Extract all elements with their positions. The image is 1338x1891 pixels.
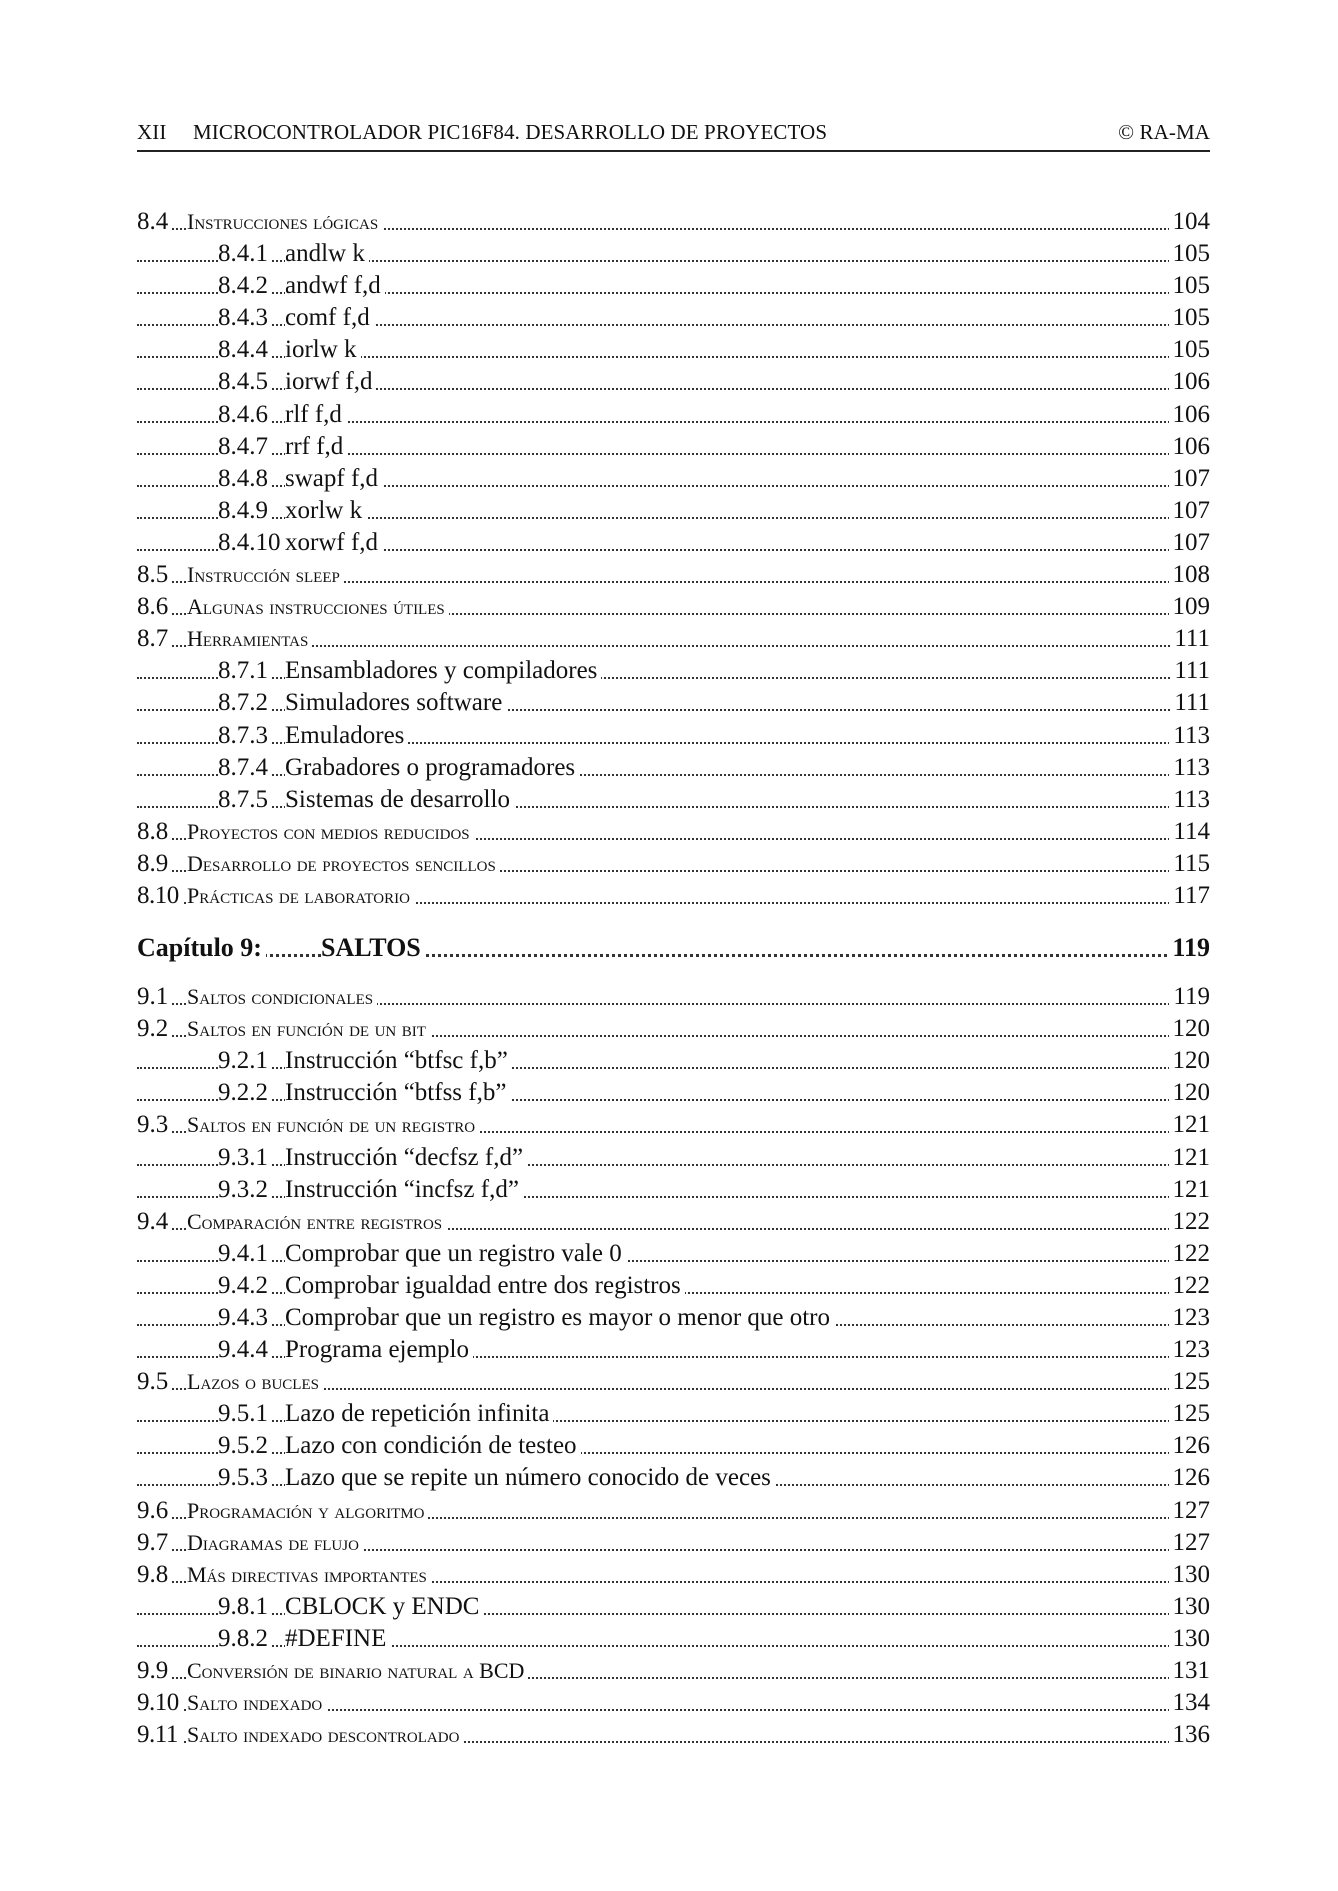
entry-title: Lazo que se repite un número conocido de veces <box>285 1462 775 1494</box>
entry-page: 105 <box>1169 302 1211 334</box>
entry-title: xorwf f,d <box>285 527 382 559</box>
entry-title: Ensambladores y compiladores <box>285 655 601 687</box>
entry-page: 134 <box>1169 1687 1211 1719</box>
entry-number: 9.10 <box>137 1687 183 1719</box>
toc-section-entry <box>137 206 1210 238</box>
entry-page: 119 <box>1169 981 1210 1013</box>
entry-page: 125 <box>1169 1398 1211 1430</box>
entry-page: 125 <box>1169 1366 1211 1398</box>
entry-number: 9.7 <box>137 1527 172 1559</box>
toc-group-chapter-9 <box>137 981 1210 1751</box>
entry-title: Desarrollo de proyectos sencillos <box>187 848 500 880</box>
entry-page: 107 <box>1169 495 1211 527</box>
entry-title: Comprobar igualdad entre dos registros <box>285 1270 685 1302</box>
entry-page: 126 <box>1169 1430 1211 1462</box>
toc-chapter-heading <box>137 932 1210 966</box>
entry-number: 8.7.2 <box>218 687 272 719</box>
toc-subsection-entry <box>137 463 1210 495</box>
entry-number: 9.4 <box>137 1206 172 1238</box>
toc-subsection-entry <box>137 1302 1210 1334</box>
entry-page: 123 <box>1169 1334 1211 1366</box>
entry-title: Instrucción “btfsc f,b” <box>285 1045 512 1077</box>
entry-number: 8.4.2 <box>218 270 272 302</box>
entry-title: iorwf f,d <box>285 366 376 398</box>
entry-number: 9.5.2 <box>218 1430 272 1462</box>
toc-subsection-entry <box>137 687 1210 719</box>
entry-number: 8.5 <box>137 559 172 591</box>
entry-title: Saltos en función de un registro <box>187 1109 479 1141</box>
entry-page: 120 <box>1169 1013 1211 1045</box>
entry-title: Lazos o bucles <box>187 1366 323 1398</box>
toc-group-chapter-8 <box>137 206 1210 912</box>
toc-section-entry <box>137 880 1210 912</box>
entry-page: 136 <box>1169 1719 1211 1751</box>
toc-section-entry <box>137 816 1210 848</box>
entry-title: rlf f,d <box>285 399 346 431</box>
entry-title: comf f,d <box>285 302 374 334</box>
toc-subsection-entry <box>137 527 1210 559</box>
toc-subsection-entry <box>137 655 1210 687</box>
entry-title: Diagramas de flujo <box>187 1527 363 1559</box>
toc-subsection-entry <box>137 1045 1210 1077</box>
entry-number: 8.7.4 <box>218 752 272 784</box>
entry-page: 105 <box>1169 270 1211 302</box>
entry-page: 106 <box>1169 399 1211 431</box>
entry-page: 131 <box>1169 1655 1211 1687</box>
toc-section-entry <box>137 1366 1210 1398</box>
toc-section-entry <box>137 1655 1210 1687</box>
entry-title: Instrucción “btfss f,b” <box>285 1077 510 1109</box>
chapter-label: Capítulo 9: <box>137 932 266 964</box>
entry-page: 127 <box>1169 1495 1211 1527</box>
toc-subsection-entry <box>137 1462 1210 1494</box>
entry-number: 8.6 <box>137 591 172 623</box>
entry-page: 121 <box>1169 1174 1211 1206</box>
toc-subsection-entry <box>137 1142 1210 1174</box>
toc-section-entry <box>137 559 1210 591</box>
entry-number: 9.5.3 <box>218 1462 272 1494</box>
toc-section-entry <box>137 1109 1210 1141</box>
entry-title: iorlw k <box>285 334 361 366</box>
entry-number: 8.7.5 <box>218 784 272 816</box>
toc-subsection-entry <box>137 270 1210 302</box>
entry-page: 122 <box>1169 1238 1211 1270</box>
toc-subsection-entry <box>137 399 1210 431</box>
entry-number: 9.2.2 <box>218 1077 272 1109</box>
entry-title: rrf f,d <box>285 431 347 463</box>
entry-title: Algunas instrucciones útiles <box>187 591 449 623</box>
entry-number: 9.9 <box>137 1655 172 1687</box>
toc-section-entry <box>137 591 1210 623</box>
entry-title: Salto indexado <box>187 1687 326 1719</box>
entry-number: 9.8 <box>137 1559 172 1591</box>
entry-title: Instrucción sleep <box>187 559 344 591</box>
entry-number: 9.2 <box>137 1013 172 1045</box>
toc-subsection-entry <box>137 720 1210 752</box>
dot-leader <box>137 954 1210 957</box>
entry-title: Salto indexado descontrolado <box>187 1719 463 1751</box>
entry-page: 111 <box>1170 623 1210 655</box>
entry-title: Sistemas de desarrollo <box>285 784 514 816</box>
entry-title: Saltos en función de un bit <box>187 1013 430 1045</box>
toc-subsection-entry <box>137 1398 1210 1430</box>
running-title: MICROCONTROLADOR PIC16F84. DESARROLLO DE PROYECTOS <box>193 120 828 144</box>
entry-title: Comprobar que un registro es mayor o menor que otro <box>285 1302 834 1334</box>
toc-subsection-entry <box>137 784 1210 816</box>
toc-section-entry <box>137 1013 1210 1045</box>
entry-page: 114 <box>1169 816 1210 848</box>
toc-section-entry <box>137 1206 1210 1238</box>
entry-title: Lazo con condición de testeo <box>285 1430 581 1462</box>
entry-number: 9.11 <box>137 1719 182 1751</box>
entry-number: 9.2.1 <box>218 1045 272 1077</box>
entry-number: 9.8.1 <box>218 1591 272 1623</box>
entry-page: 111 <box>1170 655 1210 687</box>
entry-number: 8.4.5 <box>218 366 272 398</box>
entry-page: 127 <box>1169 1527 1211 1559</box>
entry-title: Más directivas importantes <box>187 1559 431 1591</box>
entry-number: 8.7.1 <box>218 655 272 687</box>
entry-page: 108 <box>1169 559 1211 591</box>
entry-title: andlw k <box>285 238 369 270</box>
toc-section-entry <box>137 981 1210 1013</box>
toc-section-entry <box>137 1559 1210 1591</box>
entry-page: 123 <box>1169 1302 1211 1334</box>
toc-subsection-entry <box>137 495 1210 527</box>
entry-page: 115 <box>1169 848 1210 880</box>
entry-title: CBLOCK y ENDC <box>285 1591 483 1623</box>
entry-number: 9.4.2 <box>218 1270 272 1302</box>
toc-subsection-entry <box>137 1238 1210 1270</box>
toc-subsection-entry <box>137 1270 1210 1302</box>
entry-page: 130 <box>1169 1623 1211 1655</box>
entry-number: 8.4.6 <box>218 399 272 431</box>
entry-title: Instrucción “incfsz f,d” <box>285 1174 523 1206</box>
entry-number: 8.4.8 <box>218 463 272 495</box>
entry-title: swapf f,d <box>285 463 382 495</box>
toc-section-entry <box>137 1495 1210 1527</box>
toc-subsection-entry <box>137 366 1210 398</box>
entry-number: 9.4.4 <box>218 1334 272 1366</box>
entry-page: 105 <box>1169 238 1211 270</box>
toc-subsection-entry <box>137 1430 1210 1462</box>
entry-number: 8.4.3 <box>218 302 272 334</box>
entry-number: 8.7 <box>137 623 172 655</box>
page-header <box>137 118 1210 152</box>
entry-title: xorlw k <box>285 495 366 527</box>
entry-number: 8.9 <box>137 848 172 880</box>
entry-title: Saltos condicionales <box>187 981 377 1013</box>
entry-number: 9.1 <box>137 981 172 1013</box>
toc-subsection-entry <box>137 334 1210 366</box>
entry-page: 122 <box>1169 1206 1211 1238</box>
entry-title: Programación y algoritmo <box>187 1495 428 1527</box>
toc-subsection-entry <box>137 1077 1210 1109</box>
entry-number: 9.4.1 <box>218 1238 272 1270</box>
entry-number: 9.5.1 <box>218 1398 272 1430</box>
entry-page: 109 <box>1169 591 1211 623</box>
entry-page: 105 <box>1169 334 1211 366</box>
publisher-mark: © RA-MA <box>1118 120 1210 144</box>
entry-page: 113 <box>1169 752 1210 784</box>
page-number: XII <box>137 120 167 144</box>
entry-page: 117 <box>1169 880 1210 912</box>
entry-title: Instrucciones lógicas <box>187 206 382 238</box>
entry-page: 122 <box>1169 1270 1211 1302</box>
entry-page: 107 <box>1169 463 1211 495</box>
toc-subsection-entry <box>137 1334 1210 1366</box>
toc-subsection-entry <box>137 1591 1210 1623</box>
entry-number: 8.4.4 <box>218 334 272 366</box>
entry-page: 106 <box>1169 431 1211 463</box>
entry-number: 9.5 <box>137 1366 172 1398</box>
entry-title: Comparación entre registros <box>187 1206 446 1238</box>
entry-title: Programa ejemplo <box>285 1334 473 1366</box>
entry-title: Emuladores <box>285 720 408 752</box>
entry-title: Prácticas de laboratorio <box>187 880 414 912</box>
entry-number: 9.3.1 <box>218 1142 272 1174</box>
entry-number: 8.8 <box>137 816 172 848</box>
toc-subsection-entry <box>137 238 1210 270</box>
entry-page: 121 <box>1169 1142 1211 1174</box>
toc-section-entry <box>137 848 1210 880</box>
toc-subsection-entry <box>137 302 1210 334</box>
toc-section-entry <box>137 1527 1210 1559</box>
entry-title: Conversión de binario natural a BCD <box>187 1655 528 1687</box>
entry-number: 8.4 <box>137 206 172 238</box>
entry-page: 130 <box>1169 1559 1211 1591</box>
entry-number: 8.4.9 <box>218 495 272 527</box>
entry-page: 104 <box>1169 206 1211 238</box>
entry-title: #DEFINE <box>285 1623 390 1655</box>
entry-number: 8.4.10 <box>218 527 285 559</box>
entry-number: 8.4.7 <box>218 431 272 463</box>
entry-title: Grabadores o programadores <box>285 752 579 784</box>
toc-section-entry <box>137 1719 1210 1751</box>
entry-page: 107 <box>1169 527 1211 559</box>
entry-title: Comprobar que un registro vale 0 <box>285 1238 626 1270</box>
entry-number: 9.3 <box>137 1109 172 1141</box>
entry-page: 113 <box>1169 784 1210 816</box>
toc-subsection-entry <box>137 1174 1210 1206</box>
toc-subsection-entry <box>137 431 1210 463</box>
entry-page: 120 <box>1169 1045 1211 1077</box>
entry-number: 9.4.3 <box>218 1302 272 1334</box>
entry-title: Simuladores software <box>285 687 506 719</box>
entry-number: 8.10 <box>137 880 183 912</box>
entry-page: 120 <box>1169 1077 1211 1109</box>
entry-page: 130 <box>1169 1591 1211 1623</box>
entry-title: Proyectos con medios reducidos <box>187 816 474 848</box>
toc-subsection-entry <box>137 1623 1210 1655</box>
entry-title: andwf f,d <box>285 270 385 302</box>
toc-section-entry <box>137 1687 1210 1719</box>
entry-number: 9.6 <box>137 1495 172 1527</box>
entry-title: Instrucción “decfsz f,d” <box>285 1142 527 1174</box>
entry-number: 8.4.1 <box>218 238 272 270</box>
toc-section-entry <box>137 623 1210 655</box>
entry-number: 9.3.2 <box>218 1174 272 1206</box>
entry-page: 121 <box>1169 1109 1211 1141</box>
entry-page: 113 <box>1169 720 1210 752</box>
entry-page: 111 <box>1170 687 1210 719</box>
entry-title: Lazo de repetición infinita <box>285 1398 553 1430</box>
entry-title: Herramientas <box>187 623 312 655</box>
table-of-contents <box>137 206 1210 1751</box>
chapter-page: 119 <box>1168 932 1210 964</box>
entry-number: 9.8.2 <box>218 1623 272 1655</box>
entry-number: 8.7.3 <box>218 720 272 752</box>
toc-subsection-entry <box>137 752 1210 784</box>
entry-page: 126 <box>1169 1462 1211 1494</box>
entry-page: 106 <box>1169 366 1211 398</box>
chapter-title: SALTOS <box>321 932 425 964</box>
